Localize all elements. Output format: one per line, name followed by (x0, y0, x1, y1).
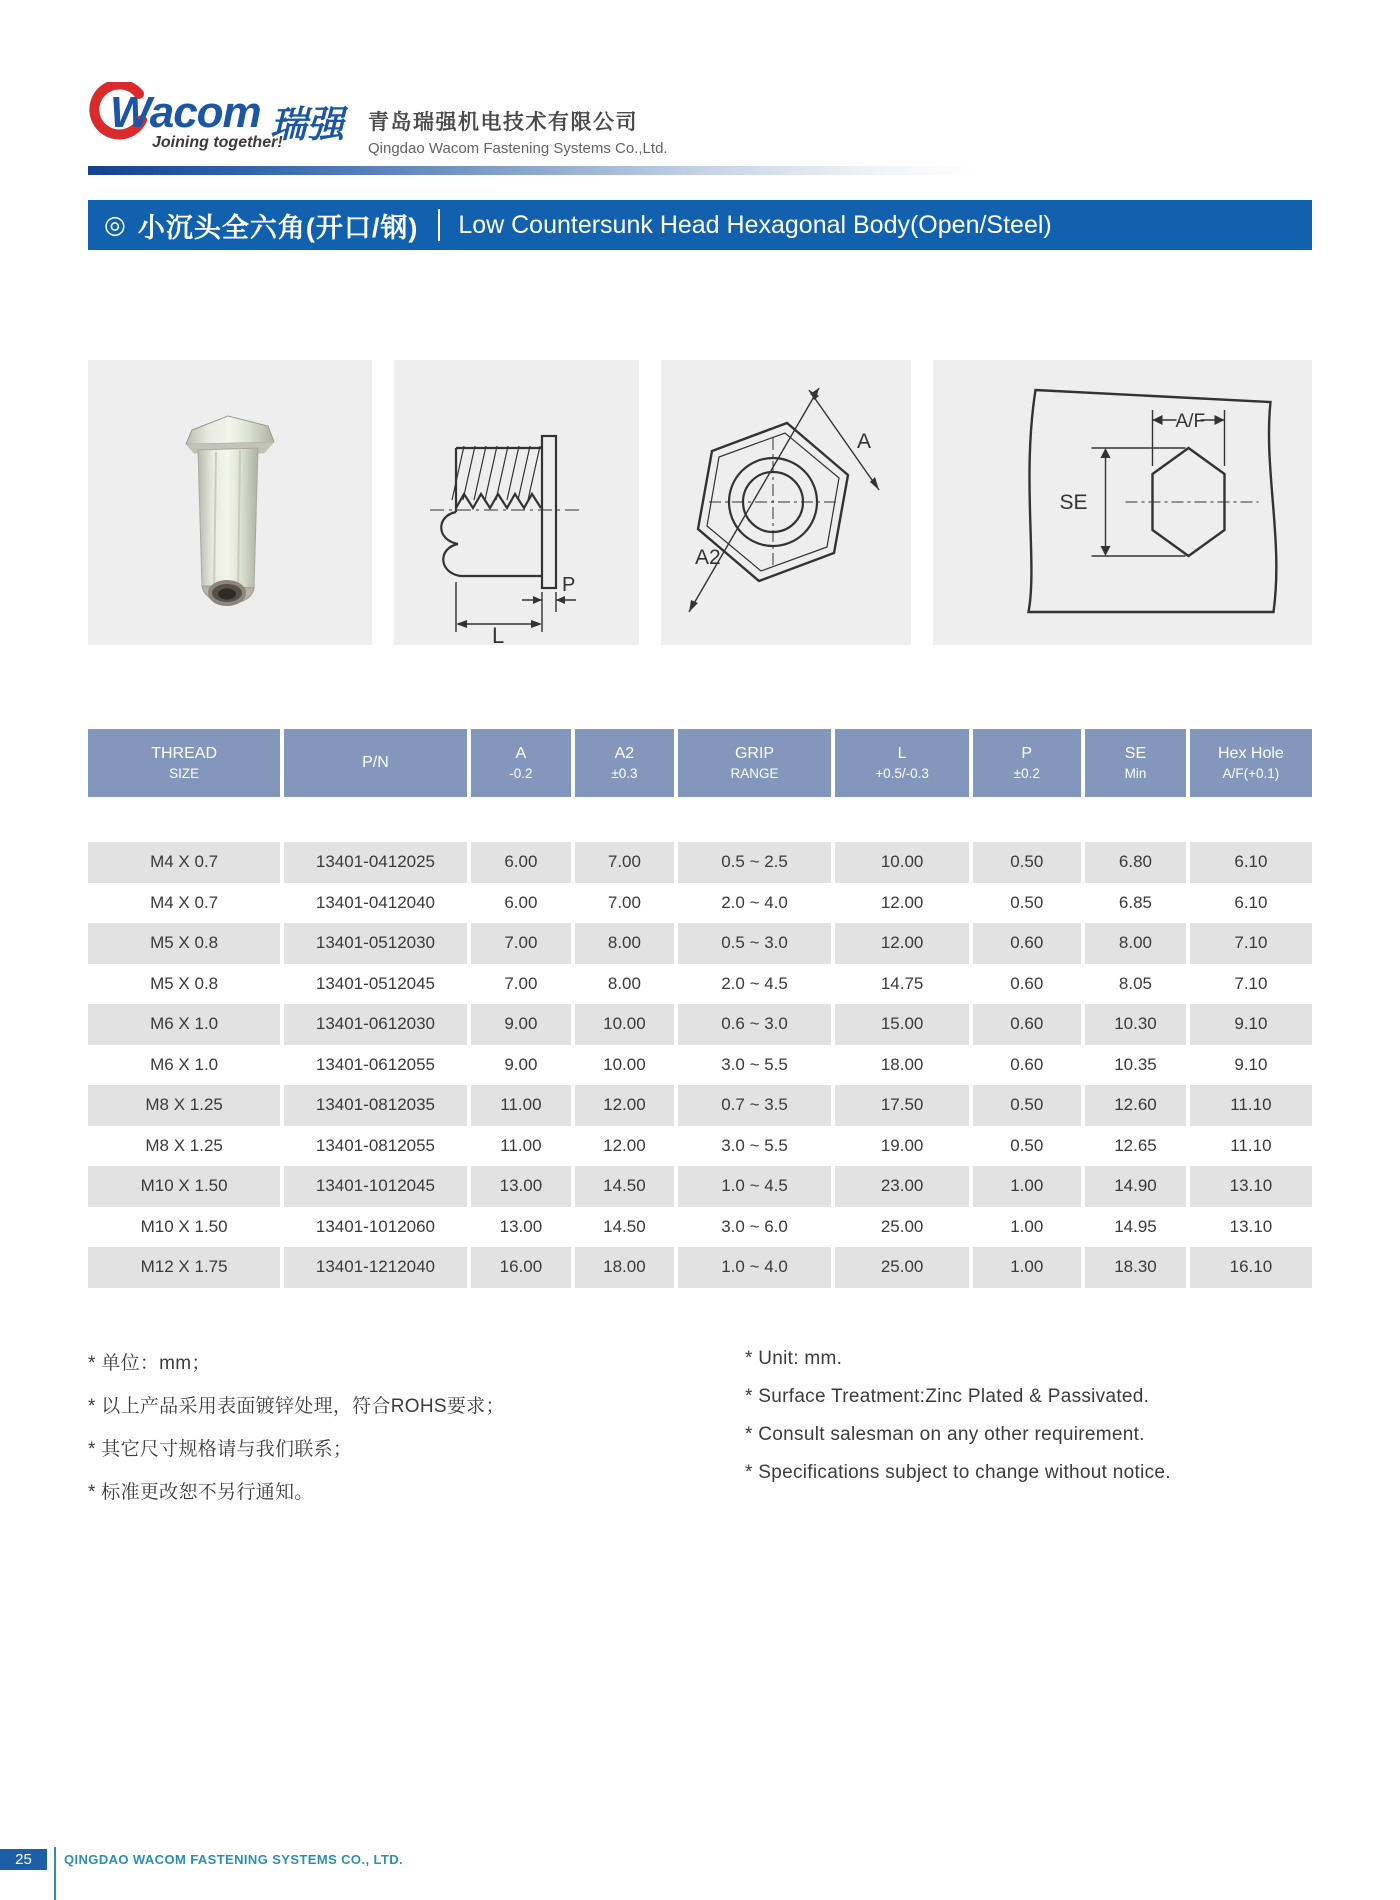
cell-grip: 1.0 ~ 4.5 (678, 1166, 832, 1207)
col-header-l: L +0.5/-0.3 (835, 729, 968, 797)
cell-grip: 0.6 ~ 3.0 (678, 1004, 832, 1045)
cell-hex-hole: 6.10 (1190, 842, 1311, 883)
note-line: * Specifications subject to change without notice. (745, 1462, 1171, 1483)
title-bullet-icon: ◎ (104, 211, 126, 239)
table-header-row (88, 729, 1312, 797)
notes-english (745, 1348, 1171, 1500)
cell-grip: 0.7 ~ 3.5 (678, 1085, 832, 1126)
dim-label-A: A (857, 430, 872, 453)
cell-a2: 8.00 (575, 923, 674, 964)
note-line: * 以上产品采用表面镀锌处理，符合ROHS要求； (88, 1396, 505, 1417)
cell-p: 0.50 (973, 1085, 1081, 1126)
cell-pn: 13401-0512030 (284, 923, 466, 964)
cell-hex-hole: 16.10 (1190, 1247, 1311, 1288)
cell-grip: 2.0 ~ 4.5 (721, 973, 788, 993)
cell-a: 11.00 (500, 1135, 542, 1155)
cell-a: 16.00 (471, 1247, 571, 1288)
cell-pn: 13401-1212040 (284, 1247, 466, 1288)
table-row (88, 964, 1312, 1005)
cell-p: 0.50 (1010, 1135, 1044, 1155)
section-title-en: Low Countersunk Head Hexagonal Body(Open/Steel) (458, 210, 1052, 239)
cell-se: 10.35 (1114, 1054, 1157, 1074)
table-row (88, 1166, 1312, 1207)
cell-thread-size: M6 X 1.0 (88, 1004, 280, 1045)
cell-a2: 14.50 (603, 1216, 646, 1236)
section-view-box (394, 360, 639, 645)
cell-thread-size: M5 X 0.8 (150, 973, 219, 993)
col-header-p: P ±0.2 (973, 729, 1081, 797)
note-line: * Unit: mm. (745, 1348, 843, 1369)
cell-a2: 18.00 (575, 1247, 674, 1288)
cell-l: 25.00 (880, 1216, 924, 1236)
footer-company-name: QINGDAO WACOM FASTENING SYSTEMS CO., LTD. (64, 1852, 404, 1867)
cell-a2: 7.00 (575, 842, 674, 883)
cell-se: 8.00 (1085, 923, 1187, 964)
cell-a2: 12.00 (603, 1135, 646, 1155)
cell-l: 10.00 (835, 842, 968, 883)
cell-a: 11.00 (471, 1085, 571, 1126)
cell-p: 0.60 (973, 923, 1081, 964)
cell-grip: 3.0 ~ 5.5 (721, 1054, 788, 1074)
cell-pn: 13401-0612055 (315, 1054, 436, 1074)
cell-grip: 2.0 ~ 4.0 (721, 892, 788, 912)
cell-a2: 8.00 (607, 973, 641, 993)
company-name-en: Qingdao Wacom Fastening Systems Co.,Ltd. (368, 140, 668, 157)
note-line: * 其它尺寸规格请与我们联系； (88, 1439, 353, 1460)
cell-a: 6.00 (471, 842, 571, 883)
cell-hex-hole: 13.10 (1190, 1166, 1311, 1207)
cell-p: 1.00 (973, 1247, 1081, 1288)
hex-section-drawing (661, 360, 911, 645)
cell-thread-size: M10 X 1.50 (140, 1216, 228, 1236)
cell-a: 9.00 (471, 1004, 571, 1045)
company-name-block (368, 106, 668, 157)
cell-thread-size: M6 X 1.0 (150, 1054, 219, 1074)
cell-a2: 7.00 (607, 892, 641, 912)
cell-grip: 3.0 ~ 5.5 (721, 1135, 788, 1155)
cell-a: 9.00 (504, 1054, 538, 1074)
note-line: * Surface Treatment:Zinc Plated & Passivated. (745, 1386, 1150, 1407)
header-gradient-rule (88, 166, 973, 175)
cell-pn: 13401-0812035 (284, 1085, 466, 1126)
dim-label-AF: A/F (1175, 411, 1206, 432)
table-row (88, 883, 1312, 924)
product-photo-box (88, 360, 372, 645)
cell-p: 0.50 (1010, 892, 1044, 912)
dim-label-P: P (562, 574, 576, 596)
cell-l: 14.75 (880, 973, 924, 993)
logo-brand-text: Wacom (110, 88, 261, 137)
cell-thread-size: M8 X 1.25 (145, 1135, 223, 1155)
cell-thread-size: M4 X 0.7 (150, 892, 219, 912)
title-divider (438, 209, 440, 241)
col-header-pn: P/N (284, 729, 466, 797)
product-photo (88, 360, 372, 645)
cell-pn: 13401-0812055 (315, 1135, 436, 1155)
col-header-a2: A2 ±0.3 (575, 729, 674, 797)
cell-se: 14.95 (1114, 1216, 1157, 1236)
table-row (88, 1207, 1312, 1248)
table-row (88, 1004, 1312, 1045)
cell-hex-hole: 11.10 (1190, 1085, 1311, 1126)
cell-hex-hole: 6.10 (1234, 892, 1268, 912)
cell-hex-hole: 11.10 (1230, 1135, 1272, 1155)
note-line: * 单位：mm； (88, 1353, 211, 1374)
cell-thread-size: M4 X 0.7 (88, 842, 280, 883)
dim-label-L: L (492, 623, 505, 645)
cell-pn: 13401-0412025 (284, 842, 466, 883)
cell-p: 0.60 (1010, 1054, 1044, 1074)
cell-a2: 14.50 (575, 1166, 674, 1207)
cell-l: 18.00 (880, 1054, 924, 1074)
cell-pn: 13401-0412040 (315, 892, 436, 912)
cell-thread-size: M8 X 1.25 (88, 1085, 280, 1126)
cell-a: 13.00 (499, 1216, 543, 1236)
cell-thread-size: M12 X 1.75 (88, 1247, 280, 1288)
company-name-cn: 青岛瑞强机电技术有限公司 (368, 111, 638, 134)
cell-a: 6.00 (504, 892, 538, 912)
cell-grip: 3.0 ~ 6.0 (721, 1216, 788, 1236)
install-hole-box (933, 360, 1312, 645)
cell-grip: 0.5 ~ 3.0 (678, 923, 832, 964)
hex-section-box (661, 360, 911, 645)
cell-a: 7.00 (471, 923, 571, 964)
table-row (88, 842, 1312, 883)
cell-hex-hole: 7.10 (1190, 923, 1311, 964)
logo-tagline: Joining together! (152, 134, 283, 151)
cell-a2: 10.00 (575, 1004, 674, 1045)
section-title-cn: 小沉头全六角(开口/钢) (137, 212, 419, 243)
dim-label-SE: SE (1059, 491, 1088, 514)
cell-l: 15.00 (835, 1004, 968, 1045)
cell-se: 18.30 (1085, 1247, 1187, 1288)
product-image-strip (88, 360, 1312, 645)
cell-pn: 13401-0612030 (284, 1004, 466, 1045)
table-body (88, 842, 1312, 1288)
cell-pn: 13401-1012060 (315, 1216, 436, 1236)
cell-hex-hole: 13.10 (1229, 1216, 1273, 1236)
cell-se: 12.65 (1114, 1135, 1157, 1155)
cell-l: 25.00 (835, 1247, 968, 1288)
wacom-logo (88, 86, 358, 151)
cell-grip: 1.0 ~ 4.0 (678, 1247, 832, 1288)
cell-a: 13.00 (471, 1166, 571, 1207)
cell-hex-hole: 7.10 (1234, 973, 1268, 993)
cell-hex-hole: 9.10 (1234, 1054, 1268, 1074)
cell-pn: 13401-0512045 (315, 973, 436, 993)
table-row (88, 1085, 1312, 1126)
cell-se: 14.90 (1085, 1166, 1187, 1207)
note-line: * 标准更改恕不另行通知。 (88, 1482, 314, 1503)
table-row (88, 1045, 1312, 1086)
logo-brand-cn-text: 瑞强 (270, 104, 344, 145)
cell-l: 19.00 (880, 1135, 924, 1155)
footer-divider-line (54, 1847, 56, 1900)
col-header-se: SE Min (1085, 729, 1187, 797)
cell-p: 0.50 (973, 842, 1081, 883)
cell-se: 12.60 (1085, 1085, 1187, 1126)
cell-thread-size: M10 X 1.50 (88, 1166, 280, 1207)
install-hole-drawing (933, 360, 1312, 645)
table-row (88, 1247, 1312, 1288)
cell-se: 6.80 (1085, 842, 1187, 883)
spec-table (88, 729, 1312, 1288)
section-title-bar (88, 200, 1312, 250)
col-header-grip-range: GRIP RANGE (678, 729, 832, 797)
col-header-thread-size: THREAD SIZE (88, 729, 280, 797)
cell-p: 0.60 (1010, 973, 1044, 993)
col-header-hex-hole: Hex Hole A/F(+0.1) (1190, 729, 1311, 797)
cell-a2: 12.00 (575, 1085, 674, 1126)
table-row (88, 923, 1312, 964)
section-view-drawing (394, 360, 639, 645)
col-header-a: A -0.2 (471, 729, 571, 797)
cell-p: 1.00 (1010, 1216, 1044, 1236)
note-line: * Consult salesman on any other requirement. (745, 1424, 1145, 1445)
cell-l: 12.00 (835, 923, 968, 964)
cell-se: 6.85 (1118, 892, 1153, 912)
cell-l: 17.50 (835, 1085, 968, 1126)
cell-l: 23.00 (835, 1166, 968, 1207)
notes-chinese (88, 1348, 505, 1520)
cell-a2: 10.00 (603, 1054, 646, 1074)
cell-hex-hole: 9.10 (1190, 1004, 1311, 1045)
cell-a: 7.00 (504, 973, 538, 993)
cell-se: 8.05 (1118, 973, 1153, 993)
cell-pn: 13401-1012045 (284, 1166, 466, 1207)
cell-se: 10.30 (1085, 1004, 1187, 1045)
cell-p: 1.00 (973, 1166, 1081, 1207)
cell-grip: 0.5 ~ 2.5 (678, 842, 832, 883)
cell-l: 12.00 (880, 892, 924, 912)
table-row (88, 1126, 1312, 1167)
cell-p: 0.60 (973, 1004, 1081, 1045)
dim-label-A2: A2 (695, 546, 721, 569)
cell-thread-size: M5 X 0.8 (88, 923, 280, 964)
page-number-badge: 25 (0, 1849, 47, 1870)
